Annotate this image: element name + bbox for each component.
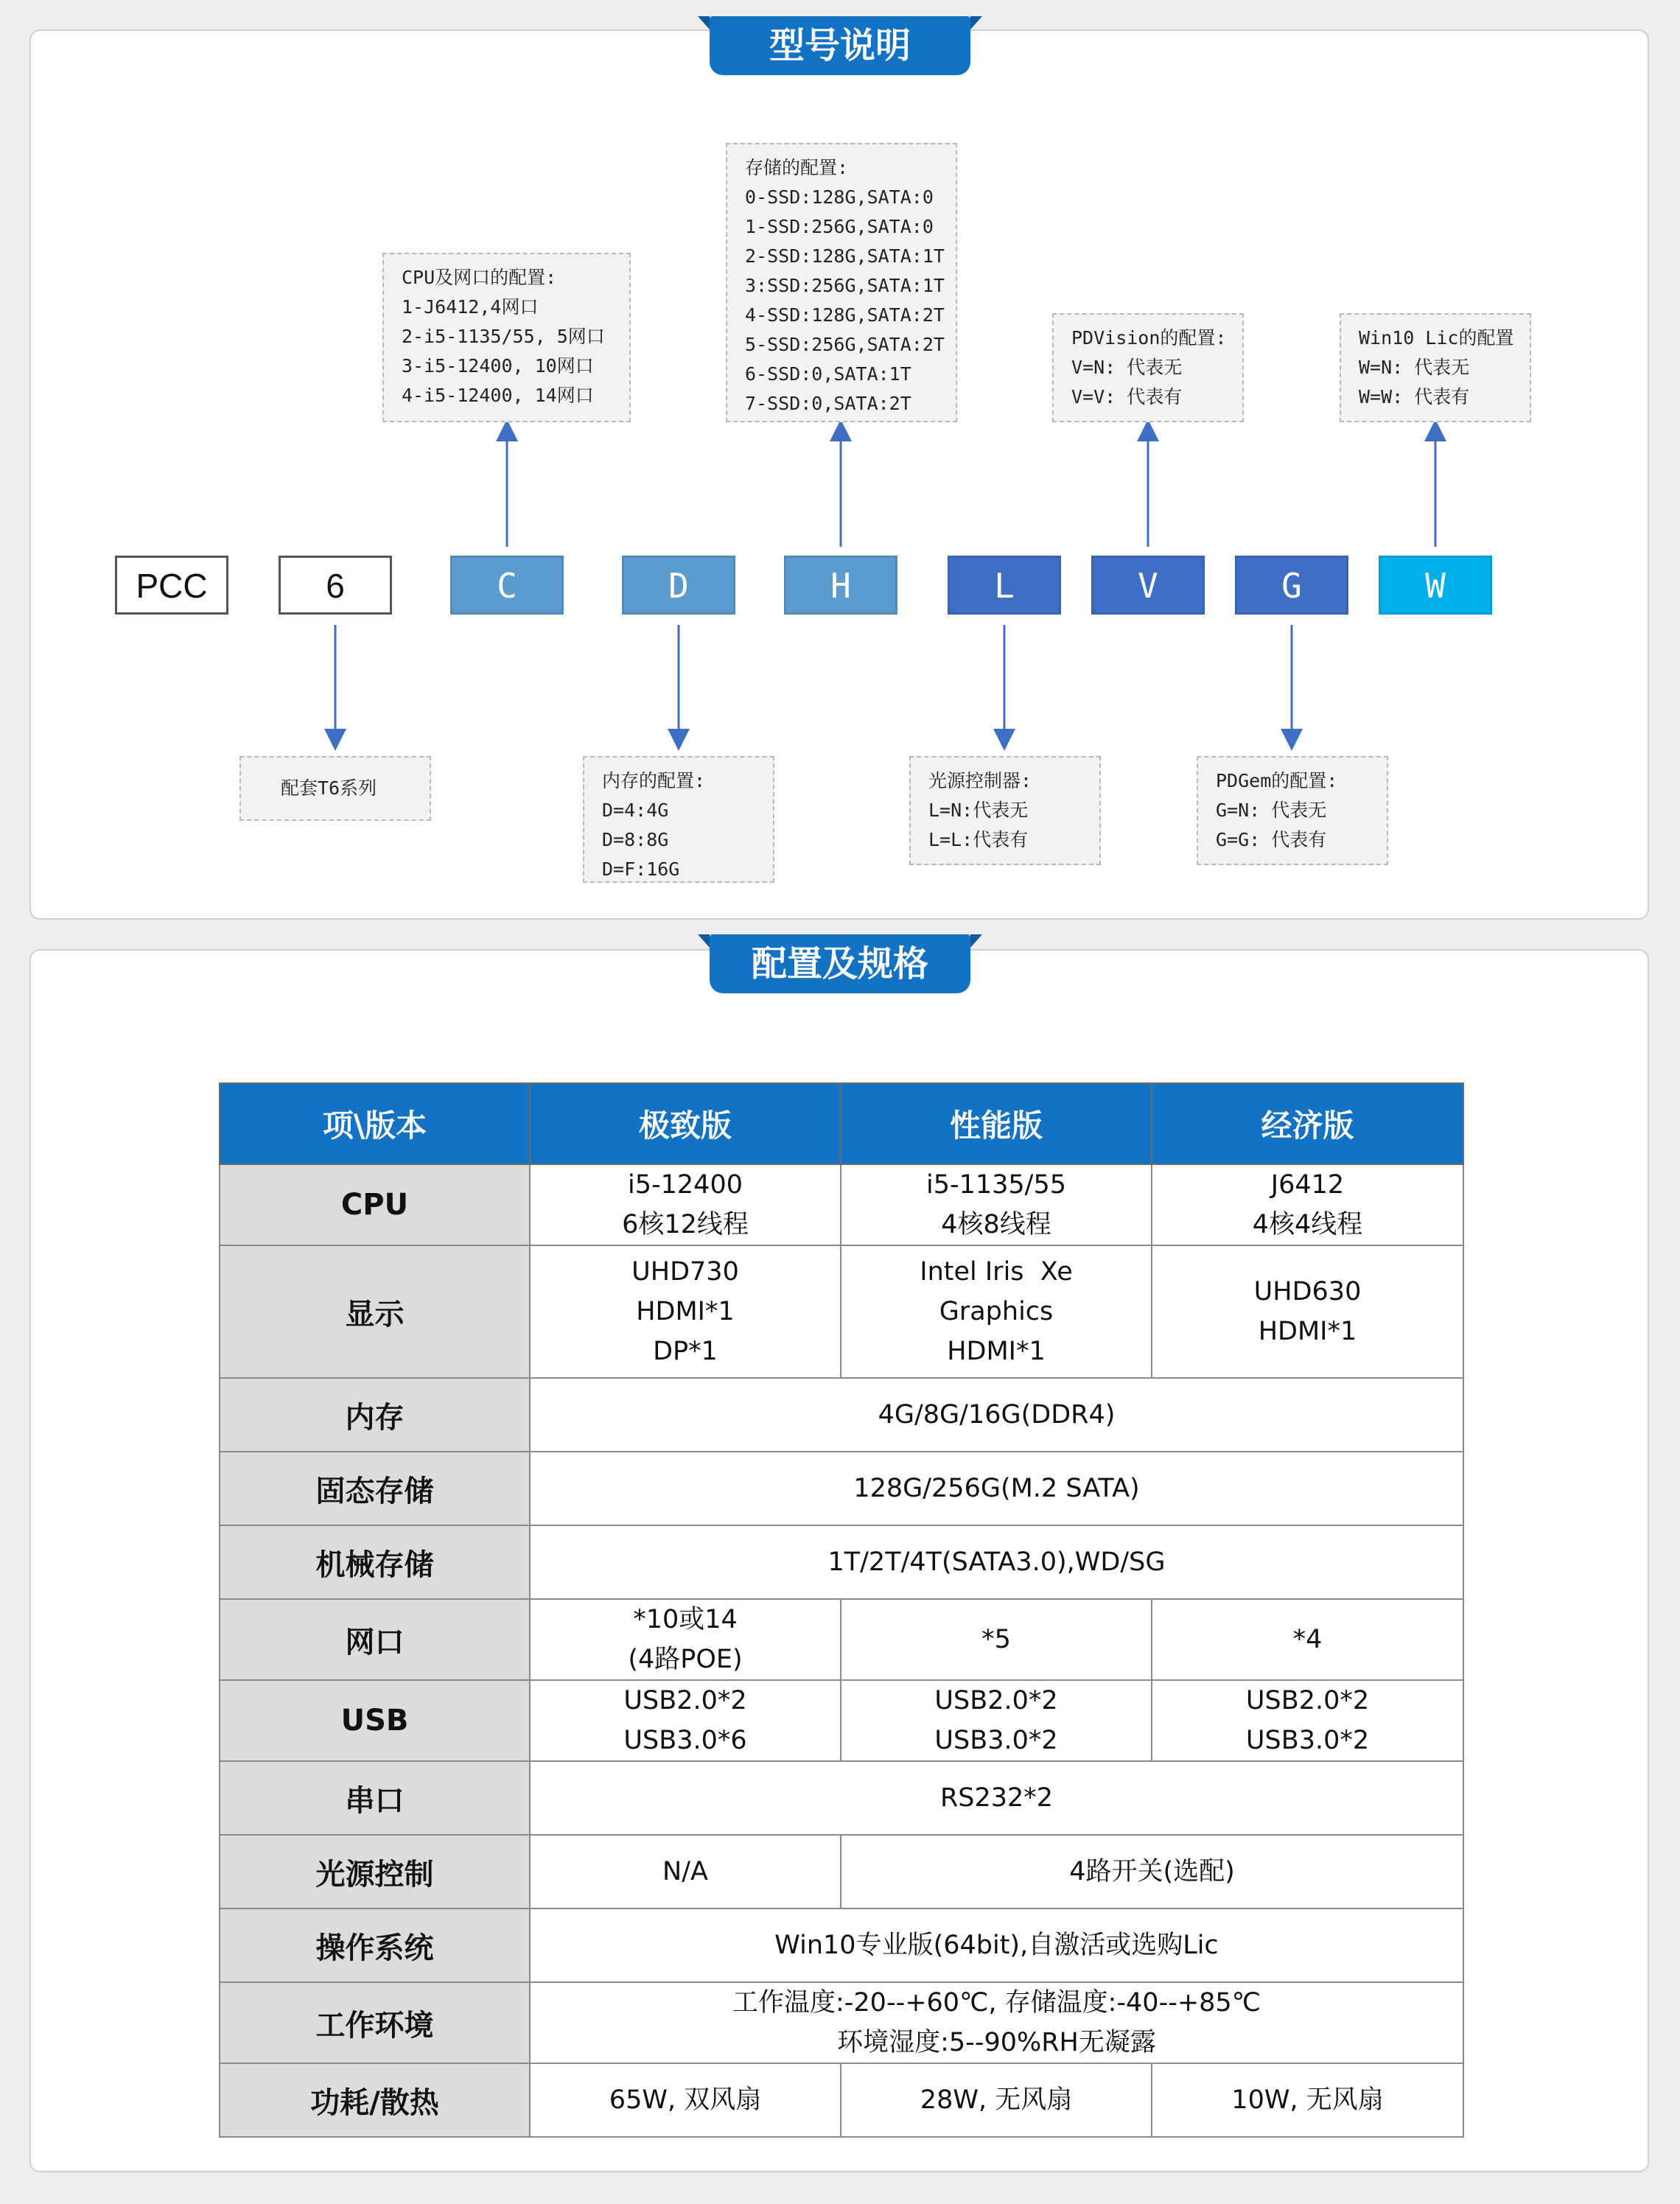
cell: N/A — [530, 1835, 841, 1909]
cell: UHD630 HDMI*1 — [1152, 1245, 1463, 1378]
cell: RS232*2 — [530, 1761, 1463, 1835]
note-line: D=4:4G — [602, 800, 669, 821]
note-line: 6-SSD:0,SATA:1T — [745, 363, 911, 385]
table-row — [220, 1164, 1463, 1245]
cell: i5-1135/55 4核8线程 — [841, 1164, 1152, 1245]
cell: *5 — [841, 1599, 1152, 1680]
cell: Win10专业版(64bit),自激活或选购Lic — [530, 1909, 1463, 1982]
cell: 28W, 无风扇 — [841, 2063, 1152, 2137]
note-line: 3:SSD:256G,SATA:1T — [745, 275, 945, 296]
note-win-config — [1340, 313, 1531, 422]
table-row — [220, 1909, 1463, 1982]
note-line: Win10 Lic的配置 — [1359, 327, 1514, 349]
note-line: 3-i5-12400, 10网口 — [402, 355, 594, 377]
row-label: 工作环境 — [220, 1982, 530, 2063]
table-row — [220, 1599, 1463, 1680]
table-row — [220, 1680, 1463, 1761]
note-line: 内存的配置: — [602, 770, 706, 791]
note-line: 配套T6系列 — [281, 777, 377, 799]
note-memory-config — [583, 756, 774, 883]
row-label: 显示 — [220, 1245, 530, 1378]
code-box-memory: D — [622, 556, 735, 615]
header-item-version: 项\版本 — [220, 1083, 530, 1164]
note-light-config — [909, 756, 1101, 865]
note-line: G=G: 代表有 — [1216, 829, 1327, 850]
row-label: USB — [220, 1680, 530, 1761]
table-row — [220, 1835, 1463, 1909]
note-line: 4-SSD:128G,SATA:2T — [745, 304, 945, 326]
code-box-light: L — [948, 556, 1061, 615]
table-row — [220, 1245, 1463, 1378]
note-line: G=N: 代表无 — [1216, 800, 1327, 821]
row-label: 网口 — [220, 1599, 530, 1680]
note-line: 1-SSD:256G,SATA:0 — [745, 216, 934, 237]
code-box-series: 6 — [279, 556, 392, 615]
note-line: 7-SSD:0,SATA:2T — [745, 393, 911, 414]
note-line: V=N: 代表无 — [1071, 357, 1183, 378]
row-label: 机械存储 — [220, 1525, 530, 1599]
note-line: D=F:16G — [602, 858, 680, 880]
note-line: W=W: 代表有 — [1359, 386, 1470, 407]
row-label: 操作系统 — [220, 1909, 530, 1982]
note-line: PDVision的配置: — [1071, 327, 1227, 349]
cell: 4G/8G/16G(DDR4) — [530, 1378, 1463, 1452]
code-box-pdgem: G — [1235, 556, 1348, 615]
note-line: L=N:代表无 — [928, 800, 1029, 821]
cell: 65W, 双风扇 — [530, 2063, 841, 2137]
note-line: 光源控制器: — [928, 770, 1032, 791]
note-line: W=N: 代表无 — [1359, 357, 1470, 378]
row-label: CPU — [220, 1164, 530, 1245]
table-row — [220, 1452, 1463, 1525]
row-label: 光源控制 — [220, 1835, 530, 1909]
code-box-cpu: C — [450, 556, 564, 615]
cell: 10W, 无风扇 — [1152, 2063, 1463, 2137]
table-row — [220, 1982, 1463, 2063]
spec-section-title: 配置及规格 — [710, 934, 970, 993]
header-performance: 性能版 — [841, 1083, 1152, 1164]
cell: USB2.0*2 USB3.0*2 — [841, 1680, 1152, 1761]
note-cpu-config — [382, 253, 631, 422]
note-line: D=8:8G — [602, 829, 669, 850]
code-box-storage: H — [784, 556, 897, 615]
table-header-row — [220, 1083, 1463, 1164]
spec-table — [219, 1082, 1464, 2138]
cell: 工作温度:-20--+60℃, 存储温度:-40--+85℃ 环境湿度:5--90%RH无凝露 — [530, 1982, 1463, 2063]
code-box-pdvision: V — [1091, 556, 1205, 615]
cell: Intel Iris Xe Graphics HDMI*1 — [841, 1245, 1152, 1378]
note-line: 5-SSD:256G,SATA:2T — [745, 334, 945, 355]
cell: 4路开关(选配) — [841, 1835, 1463, 1909]
note-pdgem-config — [1197, 756, 1388, 865]
model-section-title: 型号说明 — [710, 16, 970, 75]
cell: USB2.0*2 USB3.0*6 — [530, 1680, 841, 1761]
code-box-pcc: PCC — [115, 556, 228, 615]
note-line: V=V: 代表有 — [1071, 386, 1183, 407]
note-series — [239, 756, 431, 821]
table-row — [220, 1761, 1463, 1835]
note-line: 1-J6412,4网口 — [402, 296, 539, 318]
row-label: 固态存储 — [220, 1452, 530, 1525]
cell: *4 — [1152, 1599, 1463, 1680]
table-row — [220, 2063, 1463, 2137]
note-line: 存储的配置: — [745, 157, 849, 178]
note-line: 4-i5-12400, 14网口 — [402, 385, 594, 406]
row-label: 内存 — [220, 1378, 530, 1452]
header-economy: 经济版 — [1152, 1083, 1463, 1164]
cell: 128G/256G(M.2 SATA) — [530, 1452, 1463, 1525]
note-line: 0-SSD:128G,SATA:0 — [745, 186, 934, 208]
cell: UHD730 HDMI*1 DP*1 — [530, 1245, 841, 1378]
cell: 1T/2T/4T(SATA3.0),WD/SG — [530, 1525, 1463, 1599]
note-line: 2-SSD:128G,SATA:1T — [745, 245, 945, 267]
cell: *10或14 (4路POE) — [530, 1599, 841, 1680]
table-row — [220, 1378, 1463, 1452]
cell: i5-12400 6核12线程 — [530, 1164, 841, 1245]
note-line: 2-i5-1135/55, 5网口 — [402, 326, 605, 347]
note-storage-config — [726, 143, 957, 422]
cell: USB2.0*2 USB3.0*2 — [1152, 1680, 1463, 1761]
header-extreme: 极致版 — [530, 1083, 841, 1164]
code-box-win: W — [1379, 556, 1492, 615]
table-row — [220, 1525, 1463, 1599]
row-label: 功耗/散热 — [220, 2063, 530, 2137]
cell: J6412 4核4线程 — [1152, 1164, 1463, 1245]
note-line: L=L:代表有 — [928, 829, 1029, 850]
note-line: PDGem的配置: — [1216, 770, 1338, 791]
note-line: CPU及网口的配置: — [402, 267, 557, 288]
row-label: 串口 — [220, 1761, 530, 1835]
note-pdvision-config — [1052, 313, 1244, 422]
